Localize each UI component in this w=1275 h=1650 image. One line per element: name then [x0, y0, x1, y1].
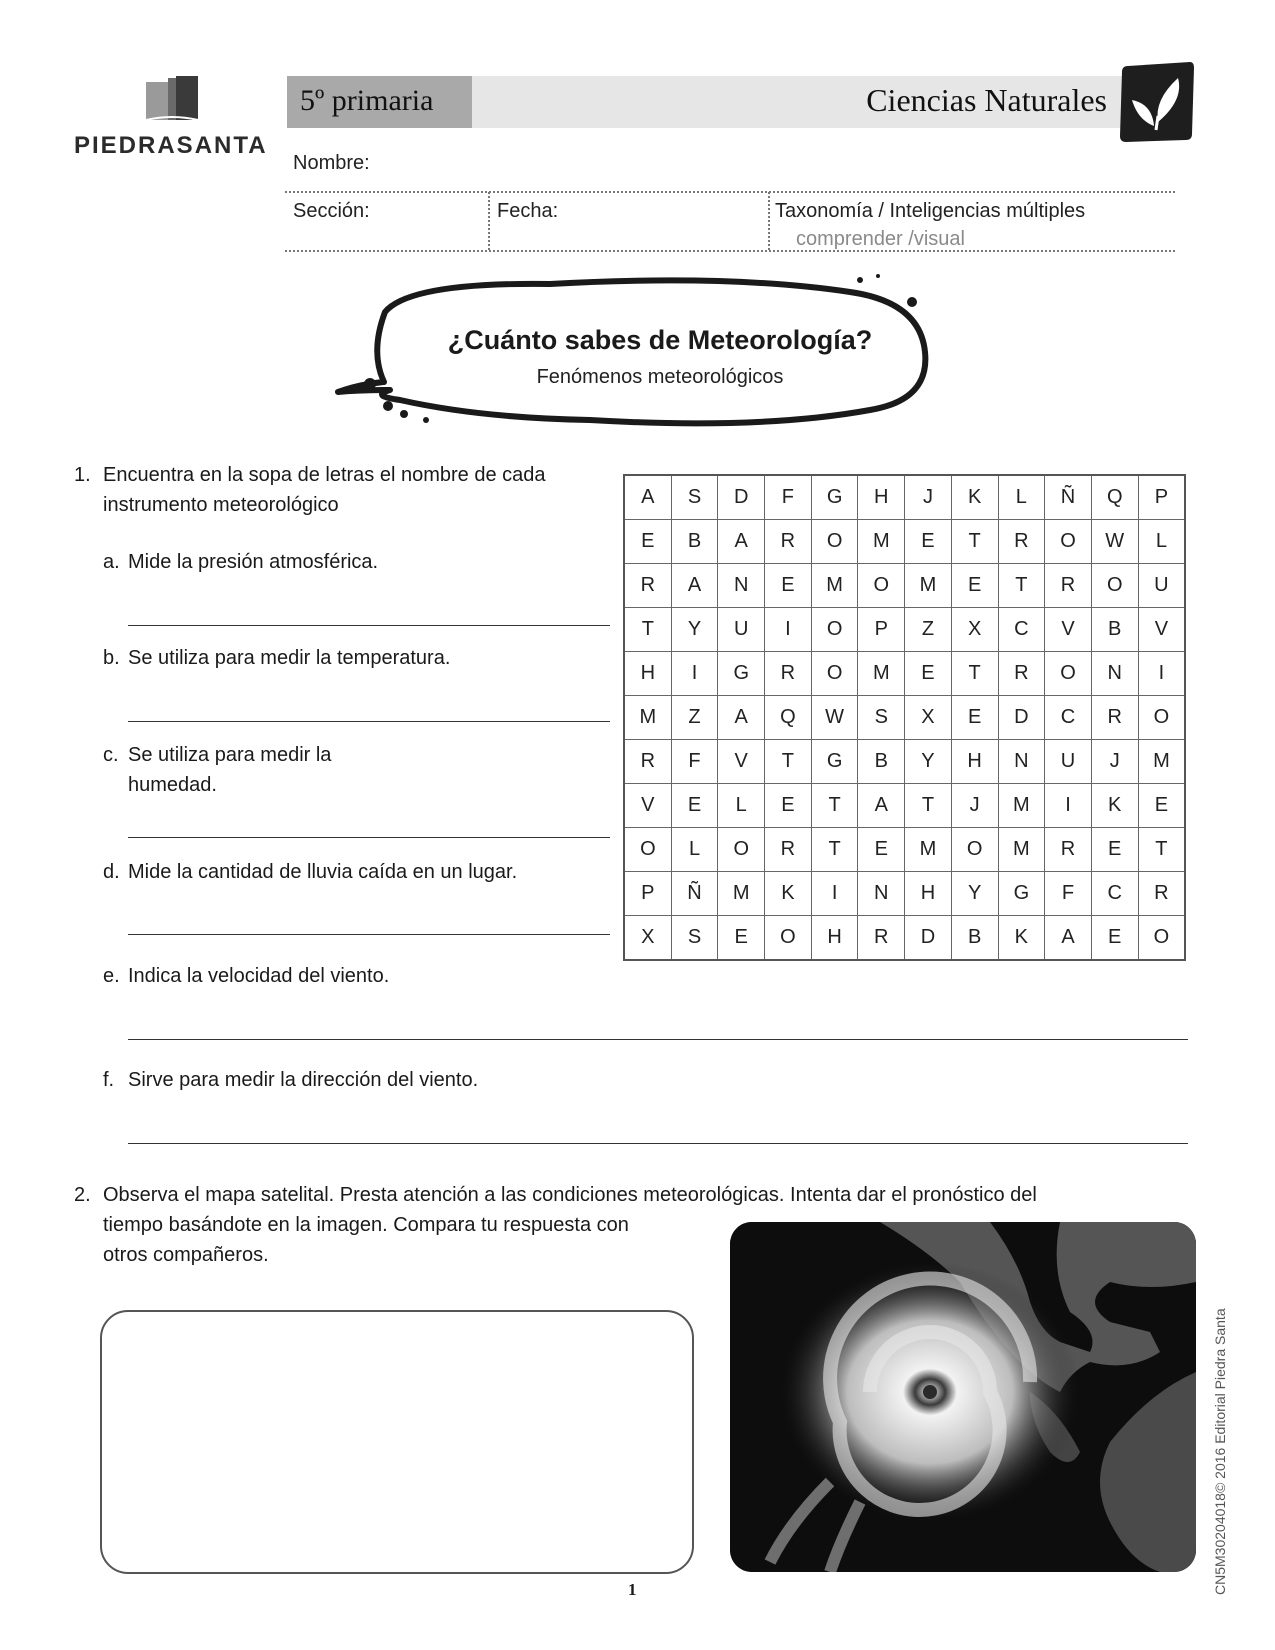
item-e-letter: e. — [103, 965, 120, 987]
word-search-cell[interactable]: X — [905, 696, 952, 740]
word-search-cell[interactable]: M — [811, 564, 858, 608]
word-search-cell[interactable]: N — [858, 872, 905, 916]
word-search-cell[interactable]: B — [951, 916, 998, 961]
word-search-cell[interactable]: R — [1045, 564, 1092, 608]
word-search-cell[interactable]: M — [905, 564, 952, 608]
item-f-text: Sirve para medir la dirección del viento. — [128, 1069, 479, 1091]
word-search-cell[interactable]: M — [624, 696, 671, 740]
word-search-cell[interactable]: M — [998, 784, 1045, 828]
date-divider — [768, 192, 770, 250]
word-search-cell[interactable]: O — [765, 916, 812, 961]
word-search-cell[interactable]: O — [1138, 696, 1185, 740]
word-search-cell[interactable]: B — [858, 740, 905, 784]
word-search-cell[interactable]: G — [998, 872, 1045, 916]
word-search-cell[interactable]: K — [1091, 784, 1138, 828]
word-search-cell[interactable]: U — [718, 608, 765, 652]
word-search-cell[interactable]: H — [951, 740, 998, 784]
word-search-cell[interactable]: O — [624, 828, 671, 872]
word-search-cell[interactable]: E — [624, 520, 671, 564]
word-search-cell[interactable]: O — [1138, 916, 1185, 961]
word-search-cell[interactable]: A — [1045, 916, 1092, 961]
name-label: Nombre: — [293, 152, 370, 174]
word-search-cell[interactable]: E — [951, 696, 998, 740]
item-c-text: Se utiliza para medir la — [128, 744, 332, 766]
word-search-cell[interactable]: P — [858, 608, 905, 652]
word-search-cell[interactable]: O — [858, 564, 905, 608]
word-search-cell[interactable]: S — [858, 696, 905, 740]
page-number: 1 — [628, 1580, 637, 1599]
word-search-cell[interactable]: Y — [951, 872, 998, 916]
word-search-cell[interactable]: T — [1138, 828, 1185, 872]
word-search-cell[interactable]: Q — [765, 696, 812, 740]
word-search-cell[interactable]: W — [1091, 520, 1138, 564]
word-search-row — [624, 828, 1185, 872]
word-search-cell[interactable]: F — [1045, 872, 1092, 916]
item-a-text: Mide la presión atmosférica. — [128, 551, 379, 573]
item-d-text: Mide la cantidad de lluvia caída en un lugar. — [128, 861, 518, 883]
word-search-cell[interactable]: E — [765, 784, 812, 828]
word-search-cell[interactable]: D — [905, 916, 952, 961]
word-search-cell[interactable]: T — [998, 564, 1045, 608]
leaf-icon — [1118, 60, 1196, 144]
word-search-cell[interactable]: U — [1138, 564, 1185, 608]
section-divider — [488, 192, 490, 250]
forecast-answer-box[interactable] — [100, 1310, 694, 1574]
word-search-row — [624, 652, 1185, 696]
word-search-row — [624, 872, 1185, 916]
word-search-cell[interactable]: C — [1091, 872, 1138, 916]
word-search-cell[interactable]: R — [765, 652, 812, 696]
word-search-cell[interactable]: E — [718, 916, 765, 961]
word-search-cell[interactable]: R — [1091, 696, 1138, 740]
word-search-row — [624, 475, 1185, 520]
question-2-line-2: tiempo basándote en la imagen. Compara tu respuesta con — [103, 1214, 629, 1236]
word-search-cell[interactable]: Z — [671, 696, 718, 740]
word-search-cell[interactable]: X — [951, 608, 998, 652]
word-search-cell[interactable]: I — [1138, 652, 1185, 696]
name-divider — [285, 191, 1175, 193]
word-search-cell[interactable]: M — [858, 652, 905, 696]
word-search-cell[interactable]: V — [1138, 608, 1185, 652]
word-search-cell[interactable]: G — [811, 475, 858, 520]
grade-label: 5º primaria — [300, 84, 434, 117]
quiz-subtitle: Fenómenos meteorológicos — [536, 366, 784, 388]
word-search-cell[interactable]: P — [1138, 475, 1185, 520]
word-search-cell[interactable]: K — [765, 872, 812, 916]
answer-line-c[interactable] — [128, 837, 610, 838]
answer-line-a[interactable] — [128, 625, 610, 626]
word-search-cell[interactable]: G — [811, 740, 858, 784]
word-search-row — [624, 784, 1185, 828]
word-search-cell[interactable]: F — [765, 475, 812, 520]
word-search-cell[interactable]: F — [671, 740, 718, 784]
word-search-cell[interactable]: E — [671, 784, 718, 828]
word-search-cell[interactable]: J — [905, 475, 952, 520]
word-search-cell[interactable]: C — [1045, 696, 1092, 740]
question-1-number: 1. — [74, 464, 91, 486]
word-search-cell[interactable]: A — [718, 520, 765, 564]
word-search-cell[interactable]: R — [1045, 828, 1092, 872]
word-search-grid — [623, 474, 1186, 961]
word-search-cell[interactable]: K — [998, 916, 1045, 961]
word-search-cell[interactable]: Q — [1091, 475, 1138, 520]
word-search-cell[interactable]: M — [998, 828, 1045, 872]
word-search-cell[interactable]: Y — [905, 740, 952, 784]
word-search-cell[interactable]: T — [624, 608, 671, 652]
word-search-cell[interactable]: O — [811, 520, 858, 564]
word-search-cell[interactable]: Ñ — [1045, 475, 1092, 520]
word-search-cell[interactable]: U — [1045, 740, 1092, 784]
word-search-cell[interactable]: V — [624, 784, 671, 828]
word-search-cell[interactable]: O — [951, 828, 998, 872]
word-search-cell[interactable]: S — [671, 916, 718, 961]
brand-name: PIEDRASANTA — [74, 132, 268, 159]
word-search-row — [624, 916, 1185, 961]
word-search-cell[interactable]: R — [998, 652, 1045, 696]
word-search-cell[interactable]: N — [998, 740, 1045, 784]
word-search-cell[interactable]: J — [951, 784, 998, 828]
word-search-cell[interactable]: R — [624, 740, 671, 784]
question-2-line-1: Observa el mapa satelital. Presta atención a las condiciones meteorológicas. Intenta dar el pronóstico del — [103, 1184, 1037, 1206]
quiz-title: ¿Cuánto sabes de Meteorología? — [447, 325, 873, 355]
question-2-line-3: otros compañeros. — [103, 1244, 269, 1266]
word-search-cell[interactable]: T — [811, 828, 858, 872]
item-c-letter: c. — [103, 744, 119, 766]
word-search-cell[interactable]: E — [1138, 784, 1185, 828]
answer-line-d[interactable] — [128, 934, 610, 935]
word-search-cell[interactable]: Ñ — [671, 872, 718, 916]
word-search-cell[interactable]: R — [1138, 872, 1185, 916]
word-search-cell[interactable]: K — [951, 475, 998, 520]
word-search-cell[interactable]: A — [718, 696, 765, 740]
word-search-cell[interactable]: M — [858, 520, 905, 564]
taxonomy-label: Taxonomía / Inteligencias múltiples — [775, 200, 1086, 222]
word-search-cell[interactable]: I — [671, 652, 718, 696]
word-search-cell[interactable]: P — [624, 872, 671, 916]
answer-line-b[interactable] — [128, 721, 610, 722]
word-search-cell[interactable]: M — [1138, 740, 1185, 784]
word-search-cell[interactable]: A — [858, 784, 905, 828]
item-f-letter: f. — [103, 1069, 115, 1091]
word-search-row — [624, 696, 1185, 740]
word-search-cell[interactable]: D — [718, 475, 765, 520]
subject-title: Ciencias Naturales — [866, 82, 1107, 118]
word-search-cell[interactable]: T — [811, 784, 858, 828]
word-search-row — [624, 564, 1185, 608]
word-search-cell[interactable]: D — [998, 696, 1045, 740]
word-search-cell[interactable]: E — [905, 520, 952, 564]
word-search-cell[interactable]: E — [765, 564, 812, 608]
word-search-row — [624, 608, 1185, 652]
question-1-prompt-line-1: Encuentra en la sopa de letras el nombre de cada — [103, 464, 546, 486]
section-label: Sección: — [293, 200, 370, 222]
date-label: Fecha: — [497, 200, 559, 222]
word-search-cell[interactable]: L — [998, 475, 1045, 520]
item-c-text-line-2: humedad. — [128, 774, 217, 796]
word-search-cell[interactable]: L — [1138, 520, 1185, 564]
word-search-cell[interactable]: L — [671, 828, 718, 872]
word-search-cell[interactable]: T — [951, 652, 998, 696]
answer-line-f[interactable] — [128, 1143, 1188, 1144]
word-search-cell[interactable]: Y — [671, 608, 718, 652]
word-search-cell[interactable]: B — [671, 520, 718, 564]
word-search-cell[interactable]: A — [671, 564, 718, 608]
word-search-cell[interactable]: B — [1091, 608, 1138, 652]
word-search-cell[interactable]: E — [951, 564, 998, 608]
item-e-text: Indica la velocidad del viento. — [128, 965, 390, 987]
word-search-cell[interactable]: O — [1091, 564, 1138, 608]
word-search-cell[interactable]: V — [1045, 608, 1092, 652]
word-search-cell[interactable]: R — [998, 520, 1045, 564]
question-1-prompt-line-2: instrumento meteorológico — [103, 494, 339, 516]
title-speech-bubble — [330, 272, 950, 442]
question-2-number: 2. — [74, 1184, 91, 1206]
word-search-cell[interactable]: H — [624, 652, 671, 696]
word-search-cell[interactable]: W — [811, 696, 858, 740]
item-b-letter: b. — [103, 647, 120, 669]
word-search-cell[interactable]: M — [905, 828, 952, 872]
word-search-cell[interactable]: H — [905, 872, 952, 916]
book-logo-icon — [142, 76, 202, 124]
word-search-cell[interactable]: X — [624, 916, 671, 961]
word-search-cell[interactable]: S — [671, 475, 718, 520]
word-search-cell[interactable]: E — [858, 828, 905, 872]
word-search-cell[interactable]: I — [1045, 784, 1092, 828]
word-search-cell[interactable]: T — [905, 784, 952, 828]
word-search-cell[interactable]: I — [811, 872, 858, 916]
word-search-row — [624, 740, 1185, 784]
word-search-cell[interactable]: C — [998, 608, 1045, 652]
satellite-hurricane-image — [730, 1222, 1196, 1572]
word-search-cell[interactable]: G — [718, 652, 765, 696]
word-search-cell[interactable]: T — [765, 740, 812, 784]
item-a-letter: a. — [103, 551, 120, 573]
word-search-cell[interactable]: E — [905, 652, 952, 696]
word-search-cell[interactable]: O — [1045, 520, 1092, 564]
word-search-cell[interactable]: E — [1091, 828, 1138, 872]
word-search-cell[interactable]: R — [765, 828, 812, 872]
word-search-cell[interactable]: M — [718, 872, 765, 916]
word-search-cell[interactable]: R — [624, 564, 671, 608]
word-search-cell[interactable]: L — [718, 784, 765, 828]
word-search-cell[interactable]: N — [718, 564, 765, 608]
taxonomy-value: comprender /visual — [796, 228, 965, 250]
word-search-cell[interactable]: O — [811, 608, 858, 652]
word-search-cell[interactable]: I — [765, 608, 812, 652]
word-search-cell[interactable]: O — [1045, 652, 1092, 696]
word-search-cell[interactable]: N — [1091, 652, 1138, 696]
word-search-cell[interactable]: H — [811, 916, 858, 961]
item-d-letter: d. — [103, 861, 120, 883]
word-search-cell[interactable]: H — [858, 475, 905, 520]
copyright-notice: CN5M30204018© 2016 Editorial Piedra Santa — [1212, 1308, 1228, 1595]
answer-line-e[interactable] — [128, 1039, 1188, 1040]
word-search-cell[interactable]: E — [1091, 916, 1138, 961]
word-search-cell[interactable]: O — [718, 828, 765, 872]
word-search-cell[interactable]: V — [718, 740, 765, 784]
info-bottom-divider — [285, 250, 1175, 252]
word-search-cell[interactable]: O — [811, 652, 858, 696]
word-search-cell[interactable]: R — [858, 916, 905, 961]
word-search-cell[interactable]: R — [765, 520, 812, 564]
word-search-cell[interactable]: A — [624, 475, 671, 520]
word-search-row — [624, 520, 1185, 564]
word-search-cell[interactable]: T — [951, 520, 998, 564]
word-search-cell[interactable]: J — [1091, 740, 1138, 784]
word-search-cell[interactable]: Z — [905, 608, 952, 652]
item-b-text: Se utiliza para medir la temperatura. — [128, 647, 451, 669]
